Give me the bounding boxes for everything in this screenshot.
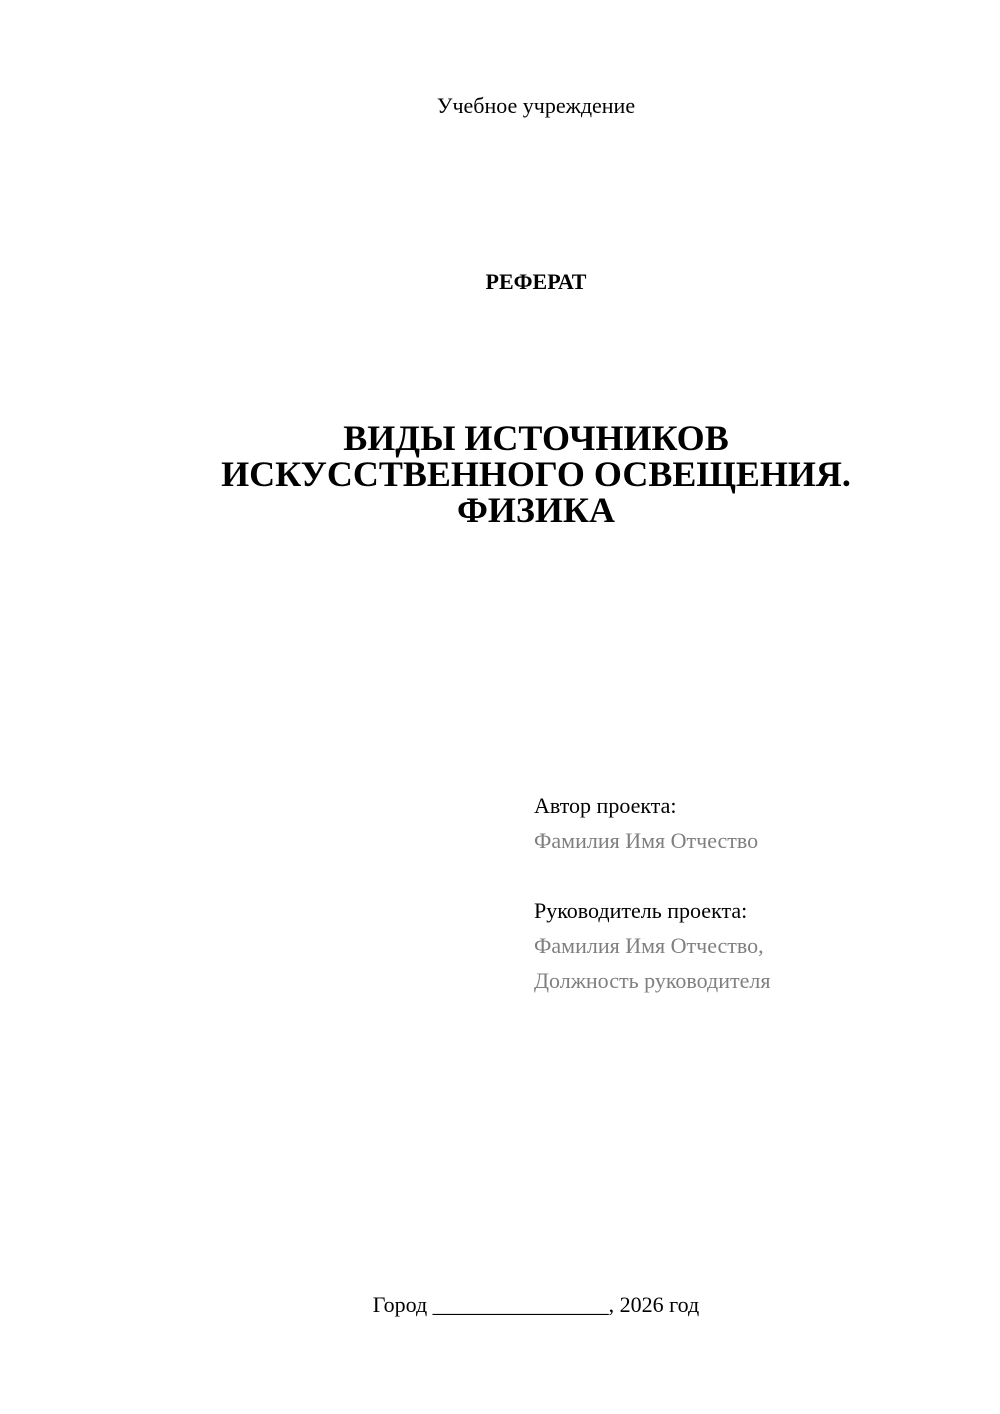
credits-block xyxy=(534,788,974,998)
supervisor-name: Фамилия Имя Отчество, xyxy=(534,933,764,958)
title-line-3: ФИЗИКА xyxy=(456,490,616,530)
supervisor-label: Руководитель проекта: xyxy=(534,898,748,923)
author-label: Автор проекта: xyxy=(534,793,677,818)
title-line-1: ВИДЫ ИСТОЧНИКОВ xyxy=(343,418,729,458)
supervisor-position: Должность руководителя xyxy=(534,968,771,993)
document-title xyxy=(0,420,1000,528)
title-line-2: ИСКУССТВЕННОГО ОСВЕЩЕНИЯ. xyxy=(221,454,851,494)
institution-name: Учебное учреждение xyxy=(436,93,636,118)
author-block xyxy=(534,788,974,858)
supervisor-block xyxy=(534,893,974,998)
document-type: РЕФЕРАТ xyxy=(485,269,587,294)
author-name: Фамилия Имя Отчество xyxy=(534,828,759,853)
city-year-line: Город ________________, 2026 год xyxy=(372,1292,700,1317)
